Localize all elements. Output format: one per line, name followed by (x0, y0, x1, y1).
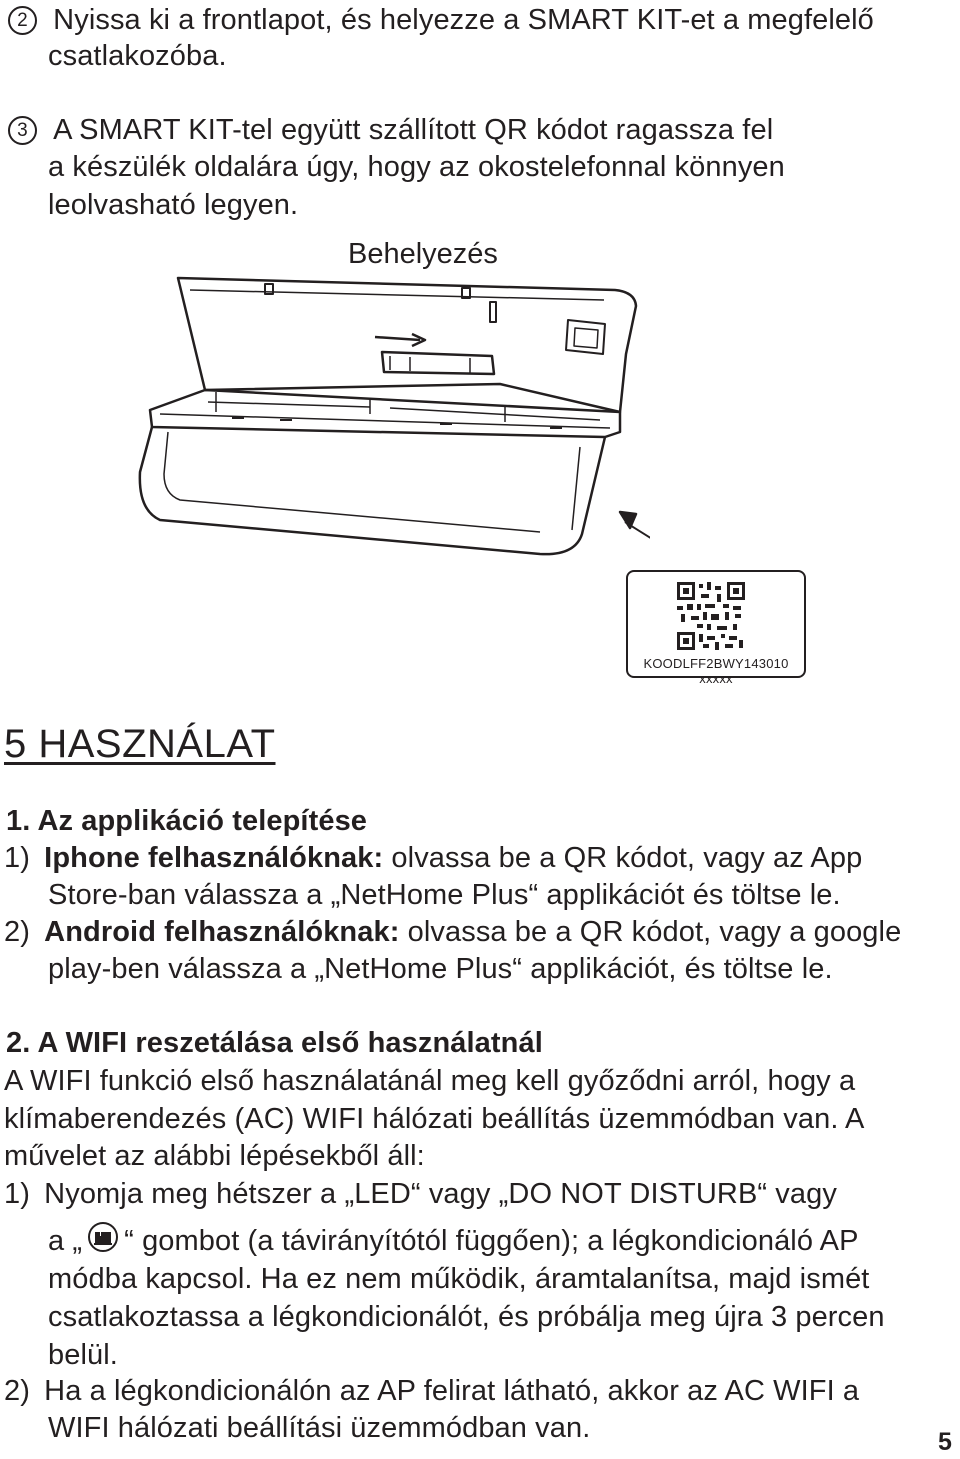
qr-code-label (626, 570, 806, 686)
wifi-item-1-line-2-post: “ gombot (a távirányítótól függően); a légkondicionáló AP (124, 1225, 859, 1257)
install-item-1-bold: Iphone felhasználóknak: (44, 842, 384, 874)
wifi-title: 2. A WIFI reszetálása első használatnál (6, 1027, 543, 1059)
install-title: 1. Az applikáció telepítése (6, 805, 368, 837)
wifi-item-2-line-1: Ha a légkondicionálón az AP felirat látható, akkor az AC WIFI a (44, 1375, 860, 1407)
install-item-2 (4, 914, 901, 951)
wifi-item-1-line-1: Nyomja meg hétszer a „LED“ vagy „DO NOT DISTURB“ vagy (44, 1178, 837, 1210)
install-item-1-line-2: Store-ban válassza a „NetHome Plus“ applikációt és töltse le. (48, 879, 841, 911)
install-item-1-text: olvassa be a QR kódot, vagy az App (383, 842, 863, 874)
step-3-line-3: leolvasható legyen. (48, 189, 299, 221)
wifi-item-1-line-5: belül. (48, 1339, 118, 1371)
step-2-number: 2 (8, 6, 37, 35)
figure-caption: Behelyezés (348, 238, 498, 270)
wifi-item-1-line-4: csatlakoztassa a légkondicionálót, és próbálja meg újra 3 percen (48, 1301, 885, 1333)
step-3-line-2: a készülék oldalára úgy, hogy az okostelefonnal könnyen (48, 151, 785, 183)
air-conditioner-illustration (120, 262, 650, 562)
wifi-item-2 (4, 1373, 859, 1410)
section-heading: 5 HASZNÁLAT (4, 722, 276, 766)
step-3-number: 3 (8, 116, 37, 145)
install-item-2-line-2: play-ben válassza a „NetHome Plus“ applikációt, és töltse le. (48, 953, 833, 985)
step-2-text: Nyissa ki a frontlapot, és helyezze a SMART KIT-et a megfelelő (53, 4, 874, 36)
wifi-item-2-line-2: WIFI hálózati beállítási üzemmódban van. (48, 1412, 591, 1444)
qr-code-serial: KOODLFF2BWY143010 xxxxx (643, 656, 789, 686)
wifi-para-line-3: művelet az alábbi lépésekből áll: (4, 1140, 425, 1172)
step-2-line-1 (8, 2, 874, 39)
wifi-para-line-2: klímaberendezés (AC) WIFI hálózati beállítás üzemmódban van. A (4, 1103, 865, 1135)
page-number: 5 (938, 1428, 952, 1456)
wifi-item-1-line-3: módba kapcsol. Ha ez nem működik, áramtalanítsa, majd ismét (48, 1263, 870, 1295)
wifi-item-1-num: 1) (4, 1178, 30, 1210)
wifi-item-1 (4, 1176, 837, 1213)
step-2-line-2: csatlakozóba. (48, 40, 227, 72)
qr-code-icon (677, 582, 745, 650)
wifi-item-2-num: 2) (4, 1375, 30, 1407)
step-3-text: A SMART KIT-tel együtt szállított QR kódot ragassza fel (53, 114, 774, 146)
install-item-2-bold: Android felhasználóknak: (44, 916, 400, 948)
wifi-item-1-line-2-pre: a „ (48, 1225, 83, 1257)
step-3-line-1 (8, 112, 773, 149)
wifi-item-1-line-2 (48, 1222, 859, 1260)
install-item-1 (4, 840, 862, 877)
install-item-2-num: 2) (4, 916, 30, 948)
install-item-1-num: 1) (4, 842, 30, 874)
wifi-para-line-1: A WIFI funkció első használatánál meg kell győződni arról, hogy a (4, 1065, 856, 1097)
sleep-button-icon (86, 1222, 120, 1252)
install-item-2-text: olvassa be a QR kódot, vagy a google (399, 916, 902, 948)
